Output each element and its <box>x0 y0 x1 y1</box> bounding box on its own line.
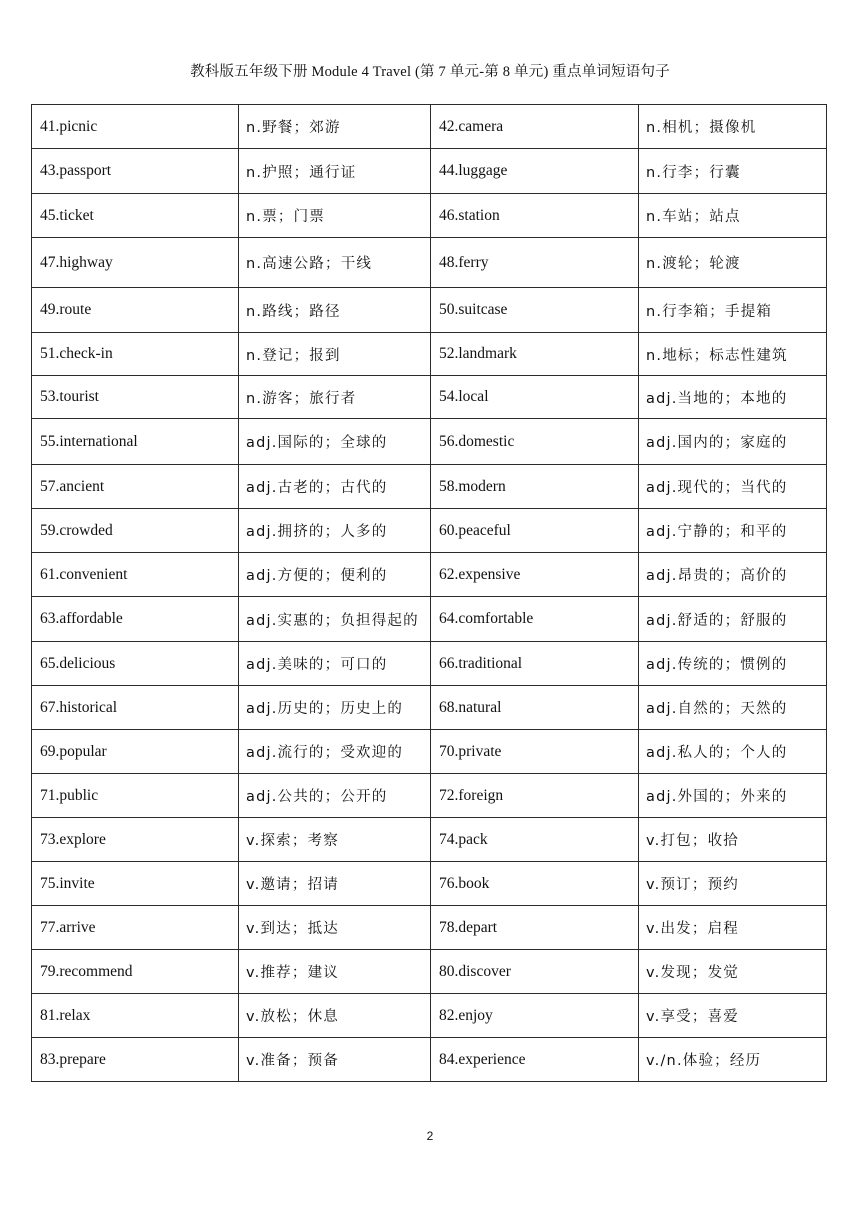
meaning-left-cell: v.放松；休息 <box>239 994 431 1038</box>
word-left-cell: 45.ticket <box>32 194 239 238</box>
word-left-cell: 67.historical <box>32 686 239 730</box>
meaning-right-cell: adj.私人的；个人的 <box>639 730 827 774</box>
meaning-right-cell: adj.当地的；本地的 <box>639 376 827 419</box>
meaning-right-cell: n.渡轮；轮渡 <box>639 238 827 288</box>
meaning-left-cell: adj.美味的；可口的 <box>239 642 431 686</box>
table-row <box>32 376 827 419</box>
word-right-cell: 82.enjoy <box>431 994 639 1038</box>
word-right-cell: 78.depart <box>431 906 639 950</box>
meaning-left-cell: v.到达；抵达 <box>239 906 431 950</box>
table-row <box>32 105 827 149</box>
meaning-left-cell: v.准备；预备 <box>239 1038 431 1082</box>
word-right-cell: 44.luggage <box>431 149 639 194</box>
word-right-cell: 48.ferry <box>431 238 639 288</box>
meaning-left-cell: adj.实惠的；负担得起的 <box>239 597 431 642</box>
table-row <box>32 994 827 1038</box>
table-row <box>32 238 827 288</box>
word-left-cell: 61.convenient <box>32 553 239 597</box>
meaning-left-cell: n.票；门票 <box>239 194 431 238</box>
meaning-left-cell: adj.历史的；历史上的 <box>239 686 431 730</box>
meaning-left-cell: adj.古老的；古代的 <box>239 465 431 509</box>
word-right-cell: 56.domestic <box>431 419 639 465</box>
meaning-right-cell: n.相机；摄像机 <box>639 105 827 149</box>
table-row <box>32 730 827 774</box>
word-left-cell: 83.prepare <box>32 1038 239 1082</box>
table-row <box>32 288 827 333</box>
meaning-right-cell: v.打包；收拾 <box>639 818 827 862</box>
document-header: 教科版五年级下册 Module 4 Travel (第 7 单元-第 8 单元) 重点单词短语句子 <box>190 64 670 80</box>
table-row <box>32 419 827 465</box>
meaning-right-cell: adj.自然的；天然的 <box>639 686 827 730</box>
meaning-right-cell: v./n.体验；经历 <box>639 1038 827 1082</box>
meaning-left-cell: adj.流行的；受欢迎的 <box>239 730 431 774</box>
table-row <box>32 906 827 950</box>
meaning-right-cell: adj.外国的；外来的 <box>639 774 827 818</box>
meaning-right-cell: v.享受；喜爱 <box>639 994 827 1038</box>
word-right-cell: 60.peaceful <box>431 509 639 553</box>
word-left-cell: 81.relax <box>32 994 239 1038</box>
word-right-cell: 72.foreign <box>431 774 639 818</box>
word-right-cell: 54.local <box>431 376 639 419</box>
table-row <box>32 465 827 509</box>
meaning-left-cell: n.路线；路径 <box>239 288 431 333</box>
word-left-cell: 51.check-in <box>32 333 239 376</box>
word-right-cell: 84.experience <box>431 1038 639 1082</box>
word-left-cell: 43.passport <box>32 149 239 194</box>
word-left-cell: 71.public <box>32 774 239 818</box>
word-left-cell: 75.invite <box>32 862 239 906</box>
word-right-cell: 64.comfortable <box>431 597 639 642</box>
table-row <box>32 194 827 238</box>
meaning-right-cell: n.行李；行囊 <box>639 149 827 194</box>
meaning-right-cell: n.地标；标志性建筑 <box>639 333 827 376</box>
table-row <box>32 950 827 994</box>
word-left-cell: 73.explore <box>32 818 239 862</box>
word-left-cell: 79.recommend <box>32 950 239 994</box>
page-number: 2 <box>426 1129 434 1143</box>
table-row <box>32 862 827 906</box>
table-row <box>32 1038 827 1082</box>
word-left-cell: 59.crowded <box>32 509 239 553</box>
word-left-cell: 55.international <box>32 419 239 465</box>
word-left-cell: 77.arrive <box>32 906 239 950</box>
table-row <box>32 149 827 194</box>
meaning-left-cell: adj.国际的；全球的 <box>239 419 431 465</box>
meaning-right-cell: adj.国内的；家庭的 <box>639 419 827 465</box>
word-left-cell: 57.ancient <box>32 465 239 509</box>
word-left-cell: 63.affordable <box>32 597 239 642</box>
table-row <box>32 509 827 553</box>
word-left-cell: 41.picnic <box>32 105 239 149</box>
word-right-cell: 42.camera <box>431 105 639 149</box>
table-row <box>32 686 827 730</box>
meaning-right-cell: adj.传统的；惯例的 <box>639 642 827 686</box>
table-row <box>32 333 827 376</box>
meaning-left-cell: adj.公共的；公开的 <box>239 774 431 818</box>
table-row <box>32 597 827 642</box>
meaning-right-cell: adj.现代的；当代的 <box>639 465 827 509</box>
meaning-left-cell: n.游客；旅行者 <box>239 376 431 419</box>
vocabulary-table <box>31 104 827 1082</box>
meaning-right-cell: n.车站；站点 <box>639 194 827 238</box>
meaning-left-cell: adj.拥挤的；人多的 <box>239 509 431 553</box>
meaning-left-cell: v.推荐；建议 <box>239 950 431 994</box>
word-left-cell: 65.delicious <box>32 642 239 686</box>
table-row <box>32 818 827 862</box>
meaning-right-cell: v.出发；启程 <box>639 906 827 950</box>
meaning-right-cell: adj.舒适的；舒服的 <box>639 597 827 642</box>
word-right-cell: 46.station <box>431 194 639 238</box>
word-left-cell: 47.highway <box>32 238 239 288</box>
word-left-cell: 69.popular <box>32 730 239 774</box>
table-row <box>32 553 827 597</box>
meaning-left-cell: adj.方便的；便利的 <box>239 553 431 597</box>
word-right-cell: 76.book <box>431 862 639 906</box>
word-right-cell: 52.landmark <box>431 333 639 376</box>
word-right-cell: 66.traditional <box>431 642 639 686</box>
meaning-right-cell: adj.昂贵的；高价的 <box>639 553 827 597</box>
word-right-cell: 80.discover <box>431 950 639 994</box>
word-right-cell: 58.modern <box>431 465 639 509</box>
word-right-cell: 50.suitcase <box>431 288 639 333</box>
meaning-left-cell: n.野餐；郊游 <box>239 105 431 149</box>
meaning-right-cell: v.预订；预约 <box>639 862 827 906</box>
word-left-cell: 49.route <box>32 288 239 333</box>
meaning-left-cell: v.探索；考察 <box>239 818 431 862</box>
meaning-right-cell: v.发现；发觉 <box>639 950 827 994</box>
meaning-right-cell: n.行李箱；手提箱 <box>639 288 827 333</box>
word-right-cell: 62.expensive <box>431 553 639 597</box>
meaning-left-cell: n.高速公路；干线 <box>239 238 431 288</box>
table-row <box>32 774 827 818</box>
meaning-left-cell: n.登记；报到 <box>239 333 431 376</box>
meaning-right-cell: adj.宁静的；和平的 <box>639 509 827 553</box>
word-right-cell: 74.pack <box>431 818 639 862</box>
meaning-left-cell: v.邀请；招请 <box>239 862 431 906</box>
word-right-cell: 68.natural <box>431 686 639 730</box>
table-row <box>32 642 827 686</box>
meaning-left-cell: n.护照；通行证 <box>239 149 431 194</box>
word-right-cell: 70.private <box>431 730 639 774</box>
word-left-cell: 53.tourist <box>32 376 239 419</box>
